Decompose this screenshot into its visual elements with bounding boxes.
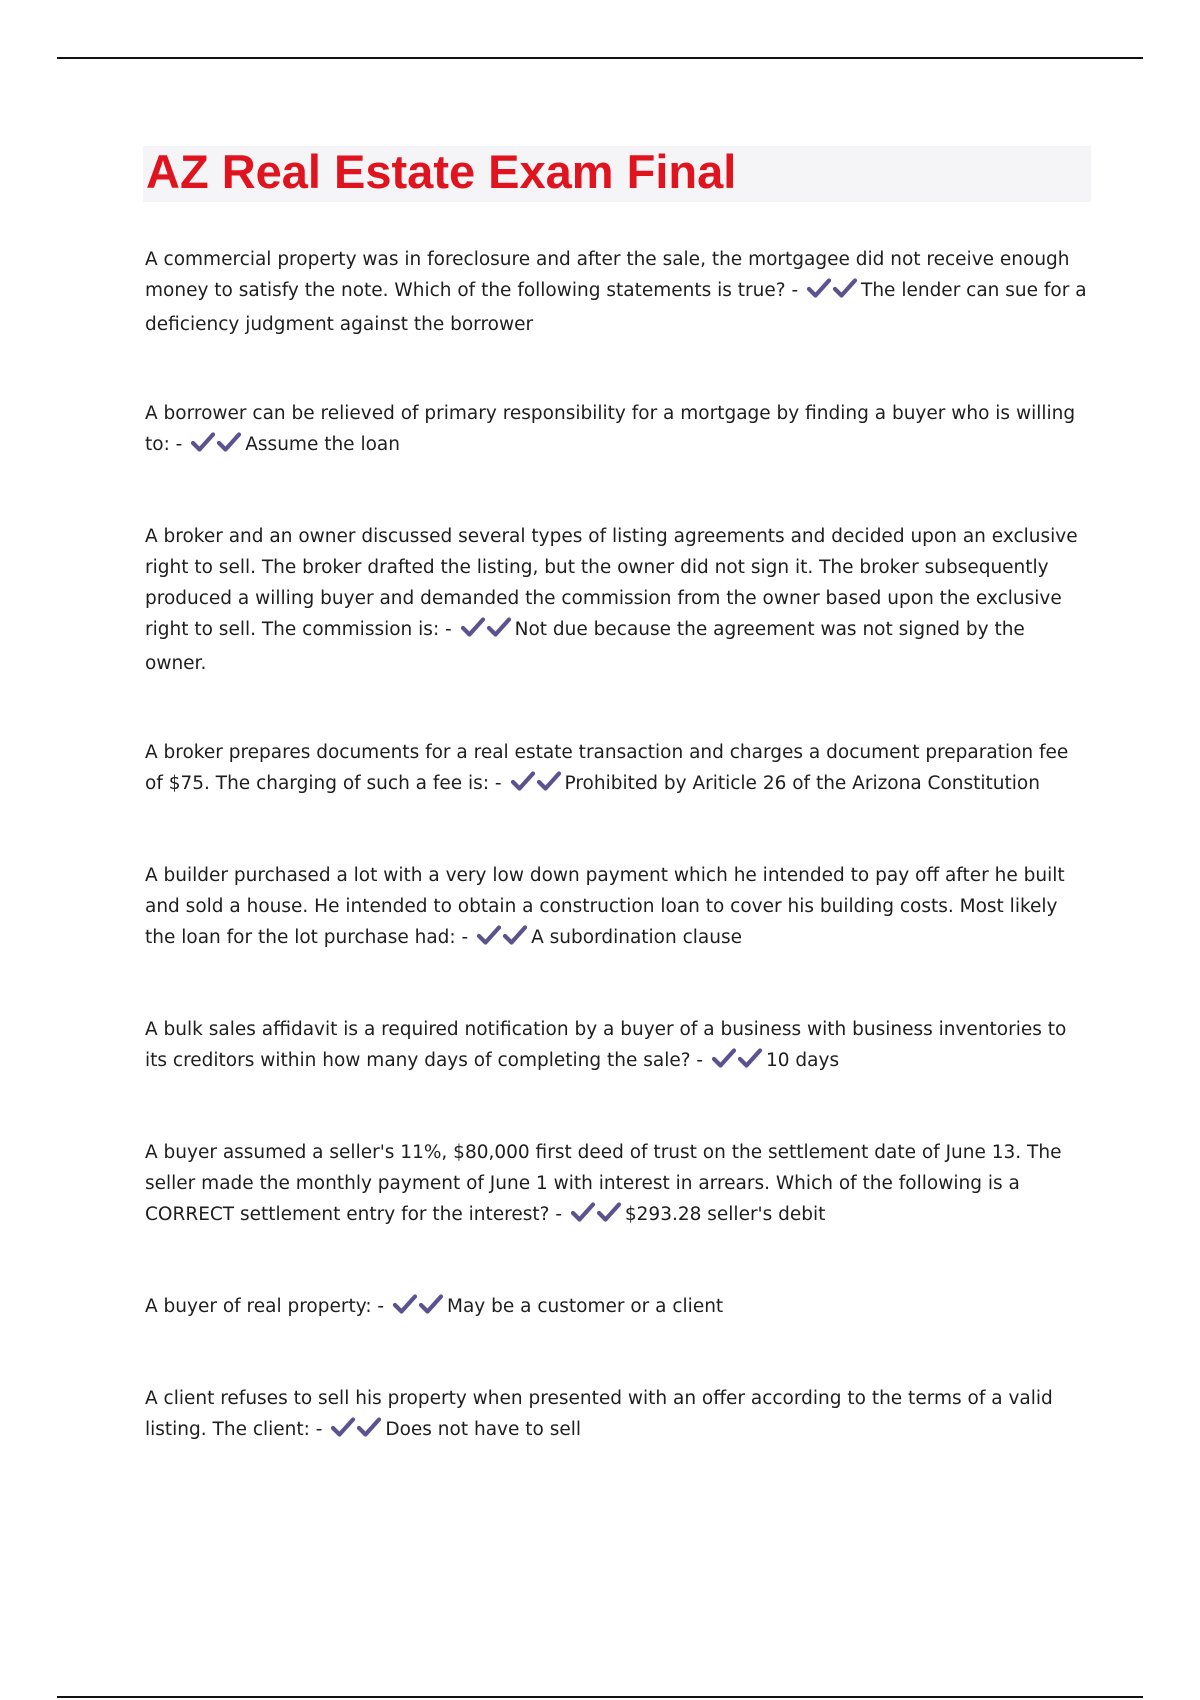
question-text: A client refuses to sell his property when presented with an offer according to the terms of a valid listing. The client: - (145, 1388, 1053, 1440)
question-list (145, 244, 1090, 1448)
check-mark-icon (486, 616, 512, 638)
check-mark-icon (596, 1201, 622, 1223)
check-mark-icon (806, 277, 832, 299)
answer-text: Assume the loan (245, 434, 400, 455)
answer-text: Does not have to sell (385, 1419, 581, 1440)
qa-item (145, 1137, 1090, 1233)
check-mark-icon (536, 770, 562, 792)
check-mark-icon (737, 1047, 763, 1069)
top-rule (57, 57, 1143, 59)
qa-item (145, 860, 1090, 956)
check-mark-icon (330, 1416, 356, 1438)
answer-checks (510, 770, 562, 802)
answer-text: Prohibited by Ariticle 26 of the Arizona Constitution (564, 773, 1040, 794)
answer-checks (190, 431, 242, 463)
answer-text: 10 days (766, 1050, 840, 1071)
question-text: A commercial property was in foreclosure and after the sale, the mortgagee did not receive enough money to satisfy the note. Which of the following statements is true? - (145, 249, 1070, 301)
answer-text: May be a customer or a client (447, 1296, 724, 1317)
answer-text: Not due because the agreement was not signed by the owner. (145, 619, 1025, 674)
question-text: A buyer assumed a seller's 11%, $80,000 first deed of trust on the settlement date of June 13. The seller made the monthly payment of June 1 with interest in arrears. Which of the following is a CORRECT settlement entry for the interest? - (145, 1142, 1062, 1225)
qa-item (145, 1383, 1090, 1448)
document-title: AZ Real Estate Exam Final (146, 145, 737, 198)
check-mark-icon (502, 924, 528, 946)
answer-checks (806, 277, 858, 309)
check-mark-icon (190, 431, 216, 453)
check-mark-icon (392, 1293, 418, 1315)
answer-text: A subordination clause (531, 927, 742, 948)
question-text: A bulk sales affidavit is a required notification by a buyer of a business with business inventories to its creditors within how many days of completing the sale? - (145, 1019, 1067, 1071)
answer-checks (460, 616, 512, 648)
check-mark-icon (356, 1416, 382, 1438)
bottom-rule (57, 1696, 1143, 1698)
qa-item (145, 521, 1090, 679)
answer-checks (476, 924, 528, 956)
answer-checks (711, 1047, 763, 1079)
check-mark-icon (216, 431, 242, 453)
question-text: A builder purchased a lot with a very low down payment which he intended to pay off after he built and sold a house. He intended to obtain a construction loan to cover his building costs. Most likely the loan for the lot purchase had: - (145, 865, 1065, 948)
qa-item (145, 1291, 1090, 1325)
answer-text: The lender can sue for a deficiency judgment against the borrower (145, 280, 1087, 335)
question-text: A broker prepares documents for a real estate transaction and charges a document preparation fee of $75. The charging of such a fee is: - (145, 742, 1069, 794)
qa-item (145, 1014, 1090, 1079)
qa-item (145, 244, 1090, 340)
check-mark-icon (460, 616, 486, 638)
check-mark-icon (832, 277, 858, 299)
question-text: A buyer of real property: - (145, 1296, 385, 1317)
answer-checks (392, 1293, 444, 1325)
check-mark-icon (510, 770, 536, 792)
answer-text: $293.28 seller's debit (624, 1204, 826, 1225)
check-mark-icon (570, 1201, 596, 1223)
check-mark-icon (711, 1047, 737, 1069)
check-mark-icon (418, 1293, 444, 1315)
qa-item (145, 398, 1090, 463)
check-mark-icon (476, 924, 502, 946)
qa-item (145, 737, 1090, 802)
answer-checks (330, 1416, 382, 1448)
question-text: A broker and an owner discussed several types of listing agreements and decided upon an exclusive right to sell. The broker drafted the listing, but the owner did not sign it. The broker subsequently produced a willing buyer and demanded the commission from the owner based upon the exclusive right to sell. The commission is: - (145, 526, 1078, 640)
question-text: A borrower can be relieved of primary responsibility for a mortgage by finding a buyer who is willing to: - (145, 403, 1076, 455)
answer-checks (570, 1201, 622, 1233)
